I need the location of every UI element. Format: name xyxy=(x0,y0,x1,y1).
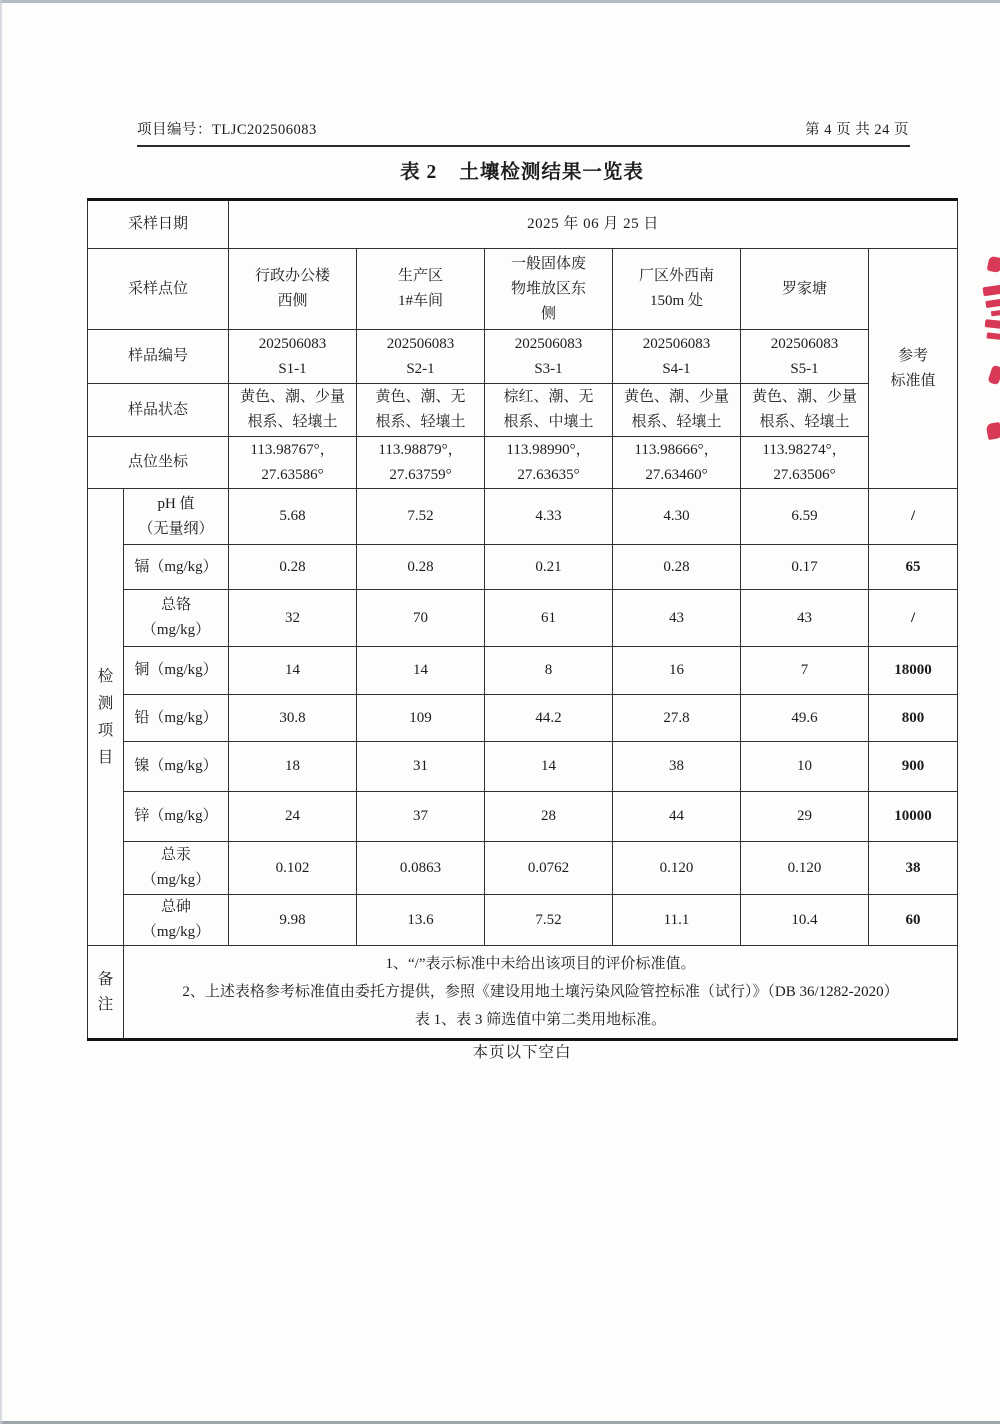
remarks-content xyxy=(124,946,958,1040)
ref-copper: 18000 xyxy=(869,647,958,695)
page-blank-note: 本页以下空白 xyxy=(472,1044,572,1061)
project-number: 项目编号：TLJC202506083 xyxy=(137,122,317,138)
sample-state-1: 黄色、潮、少量 根系、轻壤土 xyxy=(229,384,357,437)
label-sampling-date: 采样日期 xyxy=(88,200,229,249)
label-sample-number: 样品编号 xyxy=(88,330,229,384)
value-ph-s3: 4.33 xyxy=(485,489,613,545)
param-name-ph: pH 值 （无量纲） xyxy=(124,489,229,545)
site-name-2: 生产区 1#车间 xyxy=(357,249,485,330)
ref-mercury: 38 xyxy=(869,842,958,895)
row-param-ph xyxy=(88,489,958,545)
row-coordinates xyxy=(88,437,958,489)
sample-number-4: 202506083 S4-1 xyxy=(613,330,741,384)
ref-chromium: / xyxy=(869,590,958,647)
value-hg-s4: 0.120 xyxy=(613,842,741,895)
value-hg-s3: 0.0762 xyxy=(485,842,613,895)
param-name-lead: 铅（mg/kg） xyxy=(124,695,229,742)
row-sample-numbers xyxy=(88,330,958,384)
value-cu-s3: 8 xyxy=(485,647,613,695)
row-param-arsenic xyxy=(88,895,958,946)
site-name-3: 一般固体废 物堆放区东 侧 xyxy=(485,249,613,330)
value-hg-s5: 0.120 xyxy=(741,842,869,895)
soil-test-results-table xyxy=(87,198,958,1041)
value-zn-s1: 24 xyxy=(229,792,357,842)
remark-line-1: 1、“/”表示标准中未给出该项目的评价标准值。 xyxy=(385,956,696,972)
row-param-lead xyxy=(88,695,958,742)
site-name-1: 行政办公楼 西侧 xyxy=(229,249,357,330)
value-cd-s4: 0.28 xyxy=(613,545,741,590)
coordinates-4: 113.98666°， 27.63460° xyxy=(613,437,741,489)
label-sample-state: 样品状态 xyxy=(88,384,229,437)
value-as-s1: 9.98 xyxy=(229,895,357,946)
value-as-s5: 10.4 xyxy=(741,895,869,946)
sample-number-3: 202506083 S3-1 xyxy=(485,330,613,384)
value-cu-s2: 14 xyxy=(357,647,485,695)
header-divider xyxy=(137,145,910,147)
value-cu-s1: 14 xyxy=(229,647,357,695)
param-name-mercury: 总汞 （mg/kg） xyxy=(124,842,229,895)
value-pb-s3: 44.2 xyxy=(485,695,613,742)
label-sampling-site: 采样点位 xyxy=(88,249,229,330)
sample-number-5: 202506083 S5-1 xyxy=(741,330,869,384)
param-name-arsenic: 总砷 （mg/kg） xyxy=(124,895,229,946)
ref-lead: 800 xyxy=(869,695,958,742)
red-stamp-fragment xyxy=(982,285,1000,297)
value-cu-s5: 7 xyxy=(741,647,869,695)
value-pb-s5: 49.6 xyxy=(741,695,869,742)
row-param-mercury xyxy=(88,842,958,895)
value-pb-s2: 109 xyxy=(357,695,485,742)
page-header xyxy=(137,118,909,139)
row-param-copper xyxy=(88,647,958,695)
label-remarks: 备注 xyxy=(88,946,124,1040)
value-cr-s5: 43 xyxy=(741,590,869,647)
page-number: 第 4 页 共 24 页 xyxy=(805,122,909,138)
value-pb-s4: 27.8 xyxy=(613,695,741,742)
param-name-nickel: 镍（mg/kg） xyxy=(124,742,229,792)
value-hg-s2: 0.0863 xyxy=(357,842,485,895)
param-name-cadmium: 镉（mg/kg） xyxy=(124,545,229,590)
value-ni-s2: 31 xyxy=(357,742,485,792)
row-remarks xyxy=(88,946,958,1040)
value-cd-s2: 0.28 xyxy=(357,545,485,590)
red-stamp-fragment xyxy=(985,319,1000,329)
label-coordinates: 点位坐标 xyxy=(88,437,229,489)
value-as-s4: 11.1 xyxy=(613,895,741,946)
red-stamp-fragment xyxy=(986,422,1000,440)
value-ph-s1: 5.68 xyxy=(229,489,357,545)
ref-nickel: 900 xyxy=(869,742,958,792)
ref-zinc: 10000 xyxy=(869,792,958,842)
remark-line-3: 表 1、表 3 筛选值中第二类用地标准。 xyxy=(414,1012,667,1028)
value-cd-s3: 0.21 xyxy=(485,545,613,590)
value-cu-s4: 16 xyxy=(613,647,741,695)
value-cd-s5: 0.17 xyxy=(741,545,869,590)
label-reference-standard: 参考 标准值 xyxy=(869,249,958,489)
row-param-chromium xyxy=(88,590,958,647)
value-cr-s2: 70 xyxy=(357,590,485,647)
ref-ph: / xyxy=(869,489,958,545)
row-param-zinc xyxy=(88,792,958,842)
value-zn-s4: 44 xyxy=(613,792,741,842)
value-ni-s5: 10 xyxy=(741,742,869,792)
value-cr-s1: 32 xyxy=(229,590,357,647)
red-stamp-fragment xyxy=(987,365,1000,386)
value-ph-s2: 7.52 xyxy=(357,489,485,545)
row-sampling-sites xyxy=(88,249,958,330)
table-title-number: 表 2 xyxy=(400,162,438,183)
red-stamp-fragment xyxy=(987,256,1000,274)
value-ni-s1: 18 xyxy=(229,742,357,792)
value-ni-s4: 38 xyxy=(613,742,741,792)
coordinates-2: 113.98879°， 27.63759° xyxy=(357,437,485,489)
value-cr-s4: 43 xyxy=(613,590,741,647)
row-sampling-date xyxy=(88,200,958,249)
row-sample-states xyxy=(88,384,958,437)
row-param-cadmium xyxy=(88,545,958,590)
table-title-text: 土壤检测结果一览表 xyxy=(459,162,644,183)
sample-state-4: 黄色、潮、少量 根系、轻壤土 xyxy=(613,384,741,437)
coordinates-5: 113.98274°， 27.63506° xyxy=(741,437,869,489)
scan-edge-left xyxy=(0,0,3,1424)
param-name-copper: 铜（mg/kg） xyxy=(124,647,229,695)
sample-state-2: 黄色、潮、无 根系、轻壤土 xyxy=(357,384,485,437)
value-cr-s3: 61 xyxy=(485,590,613,647)
value-as-s2: 13.6 xyxy=(357,895,485,946)
value-ni-s3: 14 xyxy=(485,742,613,792)
ref-arsenic: 60 xyxy=(869,895,958,946)
value-hg-s1: 0.102 xyxy=(229,842,357,895)
scan-edge-top xyxy=(0,0,1000,3)
value-zn-s2: 37 xyxy=(357,792,485,842)
sampling-date-value: 2025 年 06 月 25 日 xyxy=(229,200,958,249)
remark-line-2: 2、上述表格参考标准值由委托方提供，参照《建设用地土壤污染风险管控标准（试行）》（DB 36/1282-2020） xyxy=(182,984,899,1000)
sample-state-5: 黄色、潮、少量 根系、轻壤土 xyxy=(741,384,869,437)
label-detection-items-group: 检测项目 xyxy=(88,489,124,946)
value-zn-s5: 29 xyxy=(741,792,869,842)
param-name-chromium: 总铬 （mg/kg） xyxy=(124,590,229,647)
coordinates-1: 113.98767°， 27.63586° xyxy=(229,437,357,489)
param-name-zinc: 锌（mg/kg） xyxy=(124,792,229,842)
value-ph-s5: 6.59 xyxy=(741,489,869,545)
site-name-5: 罗家塘 xyxy=(741,249,869,330)
value-cd-s1: 0.28 xyxy=(229,545,357,590)
ref-cadmium: 65 xyxy=(869,545,958,590)
table-title xyxy=(87,156,957,184)
site-name-4: 厂区外西南 150m 处 xyxy=(613,249,741,330)
row-param-nickel xyxy=(88,742,958,792)
value-ph-s4: 4.30 xyxy=(613,489,741,545)
value-pb-s1: 30.8 xyxy=(229,695,357,742)
coordinates-3: 113.98990°， 27.63635° xyxy=(485,437,613,489)
sample-number-2: 202506083 S2-1 xyxy=(357,330,485,384)
sample-number-1: 202506083 S1-1 xyxy=(229,330,357,384)
value-zn-s3: 28 xyxy=(485,792,613,842)
sample-state-3: 棕红、潮、无 根系、中壤土 xyxy=(485,384,613,437)
value-as-s3: 7.52 xyxy=(485,895,613,946)
